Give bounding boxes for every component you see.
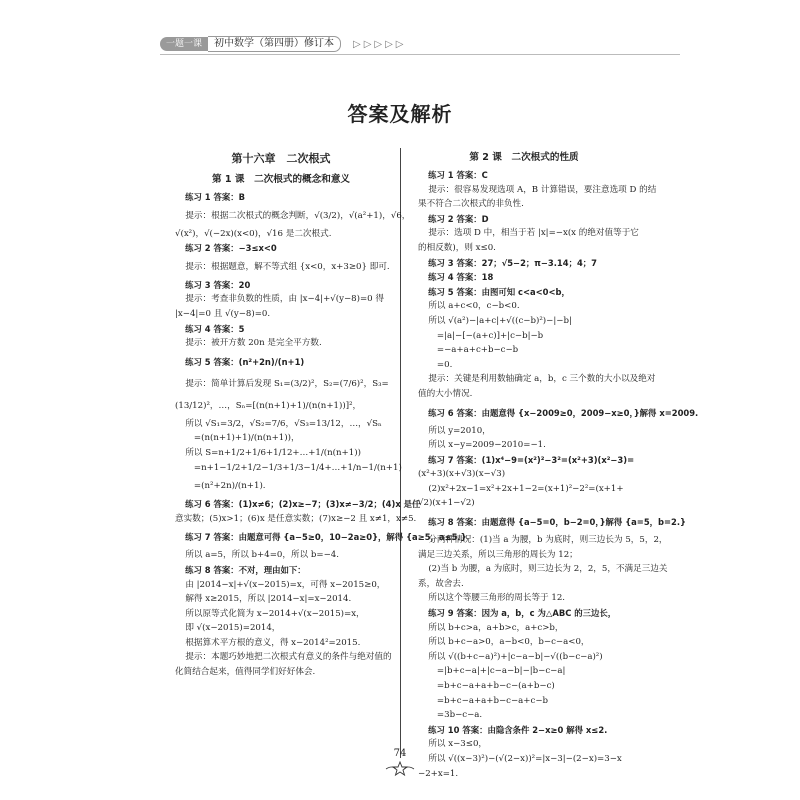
- text-line: 由 |2014−x|+√(x−2015)=x，可得 x−2015≥0，: [185, 579, 386, 590]
- exercise-answer-line: 练习 7 答案：(1)x⁴−9=(x²)²−3²=(x²+3)(x²−3)=: [428, 454, 635, 465]
- exercise-answer-line: 练习 7 答案：由题意可得 {a−5≥0，10−2a≥0}，解得 {a≥5，a≤5.}: [185, 532, 467, 543]
- text-line: (13/12)²，…，Sₙ=[(n(n+1)+1)/(n(n+1))]²，: [175, 400, 362, 411]
- exercise-answer-line: 练习 4 答案：5: [185, 323, 245, 334]
- text-line: 值的大小情况.: [418, 388, 473, 399]
- text-line: √2)(x+1−√2): [418, 498, 475, 509]
- exercise-answer-line: 练习 8 答案：不对，理由如下：: [185, 564, 306, 575]
- text-line: 所以 √((b+c−a)²)+|c−a−b|−√((b−c−a)²): [428, 651, 603, 662]
- text-line: 所以 a+c<0，c−b<0.: [428, 301, 520, 312]
- lesson-heading: 第 2 课 二次根式的性质: [469, 152, 579, 163]
- text-line: 所以这个等腰三角形的周长等于 12.: [428, 593, 566, 604]
- page-title: 答案及解析: [347, 102, 453, 126]
- text-line: 的相反数)，则 x≤0.: [418, 242, 496, 253]
- text-line: 提示：简单计算后发现 S₁=(3/2)²，S₂=(7/6)²，S₃=: [185, 378, 389, 389]
- text-line: 满足三边关系，所以三角形的周长为 12；: [418, 549, 578, 560]
- column-divider: [400, 148, 401, 758]
- exercise-answer-line: 练习 6 答案：由题意得 {x−2009≥0，2009−x≥0，}解得 x=2009.: [428, 407, 699, 418]
- exercise-answer-line: 练习 2 答案：D: [428, 213, 489, 224]
- book-title: 初中数学（第四册）修订本: [208, 36, 341, 52]
- right-column: [418, 150, 699, 781]
- text-line: 所以 S=n+1/2+1/6+1/12+…+1/(n(n+1)): [185, 447, 361, 458]
- text-line: =|b+c−a|+|c−a−b|−|b−c−a|: [436, 666, 566, 677]
- exercise-answer-line: 练习 3 答案：20: [185, 279, 251, 290]
- exercise-answer-line: 练习 5 答案：由图可知 c<a<0<b，: [428, 286, 570, 297]
- text-line: =(n(n+1)+1)/(n(n+1))，: [193, 433, 300, 444]
- text-line: 所以 a=5，所以 b+4=0，所以 b=−4.: [185, 550, 339, 561]
- text-line: −2+x=1.: [418, 768, 459, 779]
- text-line: 所以 √(a²)−|a+c|+√((c−b)²)−|−b|: [428, 315, 572, 326]
- running-header: [160, 36, 406, 52]
- text-line: √(x²)，√(−2x)(x<0)，√16 是二次根式.: [175, 228, 332, 239]
- text-line: 即 √(x−2015)=2014，: [185, 623, 281, 634]
- header-rule: [160, 54, 680, 55]
- text-line: 根据算术平方根的意义，得 x−2014²=2015.: [185, 637, 361, 648]
- exercise-answer-line: 练习 5 答案：(n²+2n)/(n+1): [185, 356, 305, 367]
- exercise-answer-line: 练习 10 答案：由隐含条件 2−x≥0 解得 x≤2.: [428, 724, 608, 735]
- text-line: =b+c−a+a+b−c−(a+b−c): [436, 681, 555, 691]
- star-ornament-icon: [384, 760, 416, 776]
- exercise-answer-line: 练习 4 答案：18: [428, 272, 494, 283]
- exercise-answer-line: 练习 1 答案：B: [185, 192, 245, 202]
- series-badge: 一题一课: [160, 37, 208, 51]
- page-number: 74: [393, 748, 407, 759]
- header-arrows-icon: ▷▷▷▷▷: [353, 38, 407, 50]
- text-line: =|a|−[−(a+c)]+|c−b|−b: [436, 330, 544, 341]
- text-line: 提示：很容易发现选项 A，B 计算错误，要注意选项 D 的结: [428, 184, 657, 195]
- text-line: 所以 x−3≤0，: [428, 739, 488, 750]
- text-line: =3b−c−a.: [436, 710, 483, 721]
- text-line: 提示：根据二次根式的概念判断，√(3/2)，√(a²+1)，√6，: [185, 210, 411, 221]
- exercise-answer-line: 练习 2 答案：−3≤x<0: [185, 243, 277, 254]
- exercise-answer-line: 练习 8 答案：由题意得 {a−5=0，b−2=0，}解得 {a=5，b=2.}: [428, 517, 687, 528]
- exercise-answer-line: 练习 9 答案：因为 a，b，c 为△ABC 的三边长，: [428, 608, 617, 619]
- text-line: 化简结合起来，值得同学们好好体会.: [175, 667, 316, 678]
- text-line: 所以 √S₁=3/2，√S₂=7/6，√S₃=13/12，…，√Sₙ: [185, 418, 382, 429]
- text-line: (2)当 b 为腰，a 为底时，则三边长为 2，2，5，不满足三边关: [428, 564, 668, 575]
- text-line: 提示：根据题意，解不等式组 {x<0，x+3≥0} 即可.: [185, 261, 390, 272]
- chapter-heading: 第十六章 二次根式: [231, 152, 331, 165]
- text-line: =−a+a+c+b−c−b: [436, 345, 519, 356]
- text-line: |x−4|=0 且 √(y−8)=0.: [175, 308, 271, 319]
- text-line: 分两种情况：(1)当 a 为腰，b 为底时，则三边长为 5，5，2，: [428, 535, 668, 546]
- text-line: 所以 b+c−a>0，a−b<0，b−c−a<0，: [428, 637, 590, 648]
- text-line: 解得 x≥2015，所以 |2014−x|=x−2014.: [185, 594, 352, 605]
- text-line: 所以 y=2010，: [428, 425, 491, 436]
- text-line: 提示：本题巧妙地把二次根式有意义的条件与绝对值的: [185, 652, 392, 663]
- text-line: 提示：关键是利用数轴确定 a，b，c 三个数的大小以及绝对: [428, 374, 656, 385]
- text-line: (x²+3)(x+√3)(x−√3): [418, 469, 506, 480]
- text-line: 果不符合二次根式的非负性.: [418, 199, 524, 210]
- text-line: (2)x²+2x−1=x²+2x+1−2=(x+1)²−2²=(x+1+: [428, 483, 624, 494]
- text-line: =0.: [436, 359, 453, 370]
- text-line: 系，故舍去.: [418, 578, 464, 589]
- text-line: =n+1−1/2+1/2−1/3+1/3−1/4+…+1/n−1/(n+1): [193, 462, 402, 473]
- exercise-answer-line: 练习 3 答案：27；√5−2；π−3.14；4；7: [428, 257, 597, 268]
- text-line: 所以 b+c>a，a+b>c，a+c>b，: [428, 622, 564, 633]
- text-line: 提示：选项 D 中，相当于若 |x|=−x(x 的绝对值等于它: [428, 228, 639, 239]
- text-line: 所以 x−y=2009−2010=−1.: [428, 440, 546, 451]
- text-line: 提示：考查非负数的性质，由 |x−4|+√(y−8)=0 得: [185, 294, 384, 305]
- text-line: =b+c−a+a+b−c−a+c−b: [436, 695, 549, 706]
- text-line: 意实数；(5)x>1；(6)x 是任意实数；(7)x≥−2 且 x≠1，x≠5.: [175, 513, 417, 524]
- exercise-answer-line: 练习 1 答案：C: [428, 170, 488, 180]
- lesson-heading: 第 1 课 二次根式的概念和意义: [211, 174, 351, 185]
- exercise-answer-line: 练习 6 答案：(1)x≠6；(2)x≥−7；(3)x≠−3/2；(4)x 是任: [185, 499, 421, 510]
- text-line: =(n²+2n)/(n+1).: [193, 481, 266, 492]
- text-line: 提示：被开方数 20n 是完全平方数.: [185, 338, 322, 349]
- text-line: 所以 √((x−3)²)−(√(2−x))²=|x−3|−(2−x)=3−x: [428, 753, 622, 764]
- text-line: 所以原等式化简为 x−2014+√(x−2015)=x，: [185, 608, 365, 619]
